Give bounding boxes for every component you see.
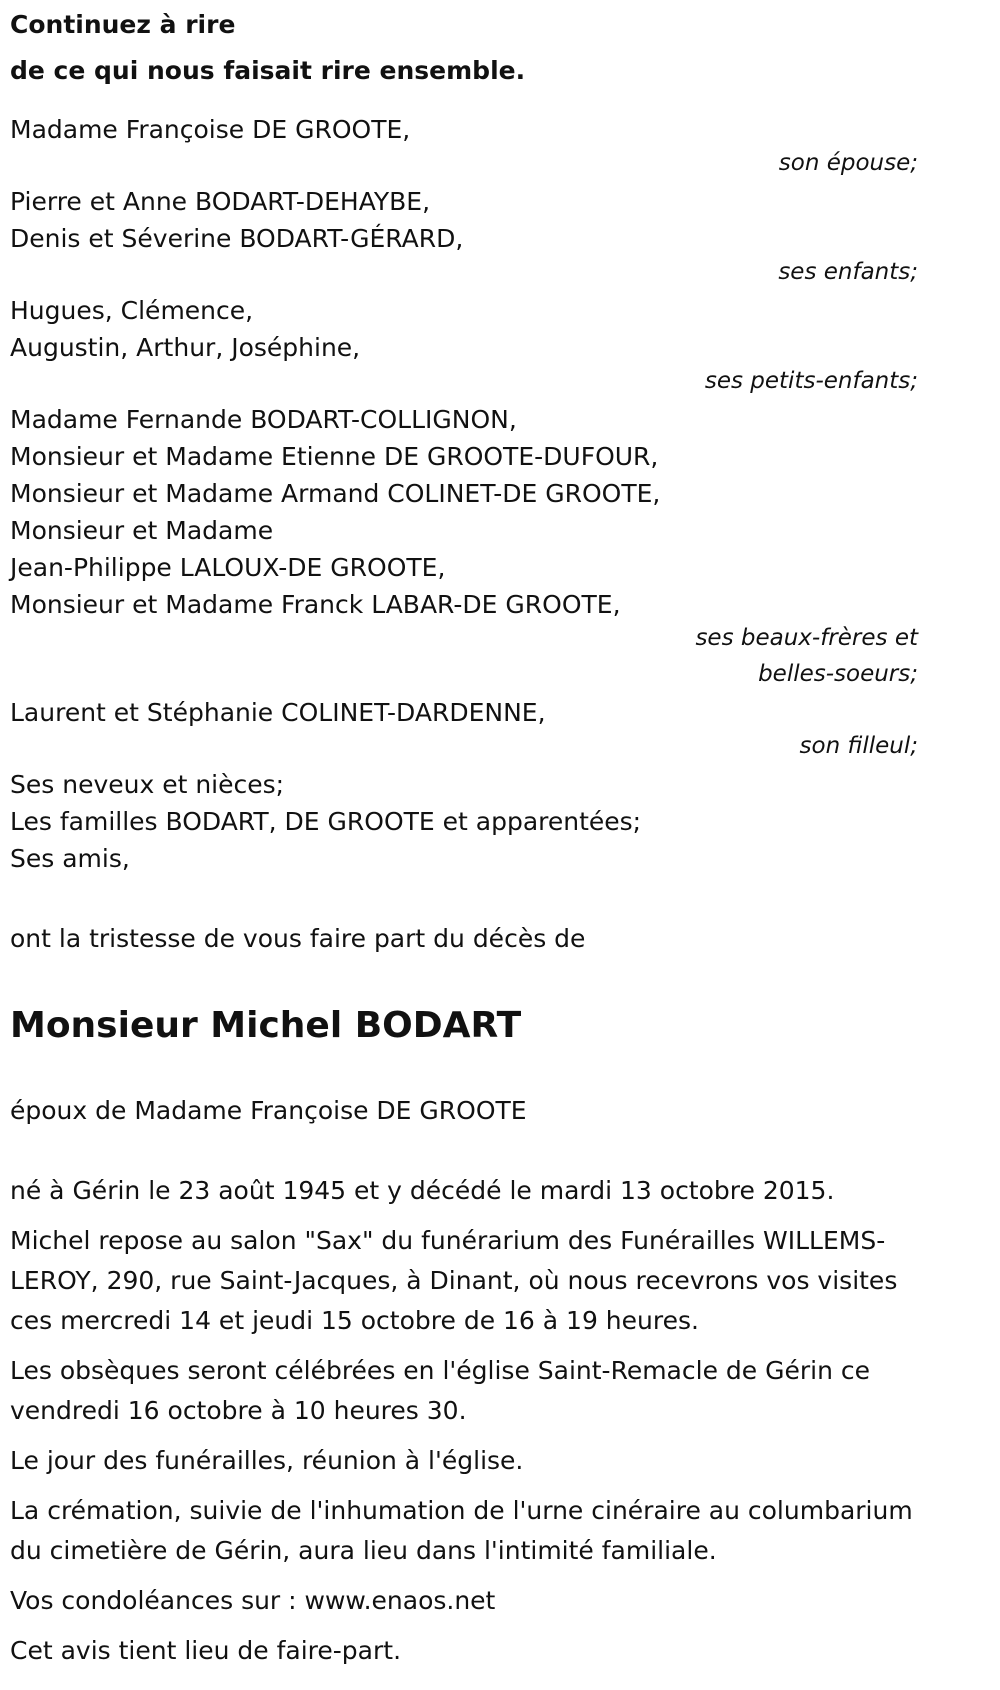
- paragraph-cremation: La crémation, suivie de l'inhumation de l'urne cinéraire au columbarium du cimetière de Gérin, aura lieu dans l'intimité familiale.: [10, 1496, 913, 1565]
- family-group-children: [10, 182, 918, 291]
- family-group-godson: [10, 693, 918, 765]
- deceased-name: Monsieur Michel BODART: [10, 1005, 522, 1046]
- family-name-line: Monsieur et Madame Armand COLINET-DE GROOTE,: [10, 479, 661, 508]
- family-name-line: Augustin, Arthur, Joséphine,: [10, 333, 361, 362]
- epigraph-line: de ce qui nous faisait rire ensemble.: [10, 56, 526, 85]
- family-name-line: Madame Françoise DE GROOTE,: [10, 115, 411, 144]
- family-name-line: Jean-Philippe LALOUX-DE GROOTE,: [10, 553, 446, 582]
- family-role: son filleul;: [799, 733, 918, 759]
- paragraph-birth-death: né à Gérin le 23 août 1945 et y décédé le mardi 13 octobre 2015.: [10, 1176, 835, 1205]
- family-role: ses enfants;: [778, 259, 918, 285]
- paragraph-meeting: Le jour des funérailles, réunion à l'église.: [10, 1446, 524, 1475]
- family-name-line: Pierre et Anne BODART-DEHAYBE,: [10, 187, 431, 216]
- family-name-line: Hugues, Clémence,: [10, 296, 254, 325]
- family-role: ses beaux-frères et: [695, 625, 918, 651]
- paragraph-visitation: Michel repose au salon "Sax" du funérarium des Funérailles WILLEMS-LEROY, 290, rue Saint-Jacques, à Dinant, où nous recevrons vos visites ces mercredi 14 et jeudi 15 octobre de 16 à 19 heures.: [10, 1226, 898, 1335]
- family-name-line: Ses neveux et nièces;: [10, 770, 285, 799]
- family-role: belles-soeurs;: [758, 661, 918, 687]
- epigraph-line: Continuez à rire: [10, 10, 236, 39]
- family-group-others: [10, 765, 918, 879]
- epigraph: [10, 0, 918, 96]
- family-group-spouse: [10, 110, 918, 182]
- family-group-grandchildren: [10, 291, 918, 400]
- family-name-line: Madame Fernande BODART-COLLIGNON,: [10, 405, 517, 434]
- spouse-line: époux de Madame Françoise DE GROOTE: [10, 1096, 527, 1125]
- family-name-line: Monsieur et Madame Franck LABAR-DE GROOTE,: [10, 590, 621, 619]
- family-name-line: Monsieur et Madame Etienne DE GROOTE-DUFOUR,: [10, 442, 659, 471]
- family-name-line: Laurent et Stéphanie COLINET-DARDENNE,: [10, 698, 546, 727]
- family-name-line: Denis et Séverine BODART-GÉRARD,: [10, 224, 464, 253]
- family-name-line: Monsieur et Madame: [10, 516, 274, 545]
- family-name-line: Ses amis,: [10, 844, 130, 873]
- family-role: son épouse;: [778, 150, 918, 176]
- paragraph-condolences: Vos condoléances sur : www.enaos.net: [10, 1586, 496, 1615]
- announcement: ont la tristesse de vous faire part du décès de: [10, 924, 586, 953]
- paragraph-notice: Cet avis tient lieu de faire-part.: [10, 1636, 402, 1665]
- family-role: ses petits-enfants;: [704, 368, 918, 394]
- family-group-in-laws: [10, 400, 918, 693]
- paragraph-funeral: Les obsèques seront célébrées en l'église Saint-Remacle de Gérin ce vendredi 16 octobre à 10 heures 30.: [10, 1356, 870, 1425]
- obituary-notice: [10, 0, 918, 1671]
- family-name-line: Les familles BODART, DE GROOTE et apparentées;: [10, 807, 642, 836]
